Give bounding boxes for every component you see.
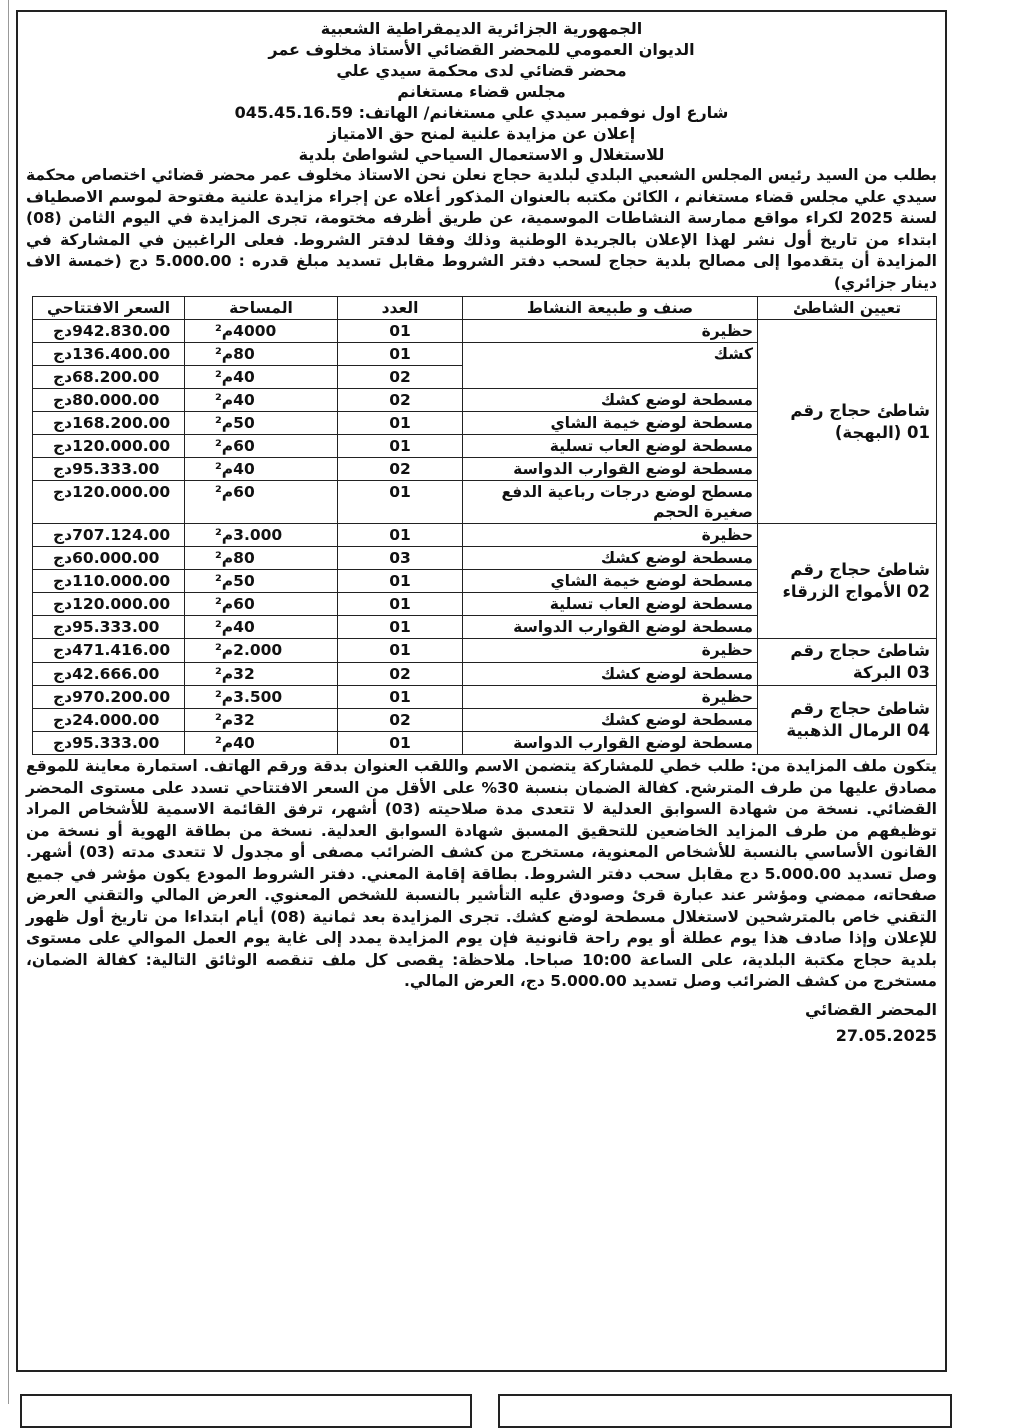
header-beach: تعيين الشاطئ bbox=[758, 297, 937, 320]
next-ad-box-right bbox=[498, 1394, 952, 1428]
activity-cell: مسطحة لوضع كشك bbox=[463, 709, 758, 732]
activity-cell: حظيرة bbox=[463, 686, 758, 709]
activity-cell: مسطحة لوضع كشك bbox=[463, 547, 758, 570]
conditions-paragraph: يتكون ملف المزايدة من: طلب خطي للمشاركة يتضمن الاسم واللقب العنوان بدقة ورقم الهاتف. استمارة معاينة للموقع مصادق عليها من طرف المترشح. كفالة الضمان بنسبة 30% على الأقل من السعر الافتتاحي تسدد على مستوى المحضر القضائي. نسخة من شهادة السوابق العدلية لا تتعدى مدة صلاحيته (03) أشهر، ترفق القائمة الاسمية للأشخاص المراد توظيفهم من طرف المزايد الخاضعين للتحقيق المسبق شهادة السوابق العدلية. نسخة من بطاقة الهوية أو نسخة من القانون الأساسي بالنسبة للأشخاص المعنوية، مستخرج من كشف الضرائب مصفى أو مجدول لا تتعدى مدته (03) أشهر. وصل تسديد 5.000.00 دج مقابل سحب دفتر الشروط. بطاقة إقامة المعني. دفتر الشروط المودع يكون مؤشر في جميع صفحاته، ممضي ومؤشر عند عبارة قرئ وصودق عليه التأشير بالنسبة للشخص المعنوي. العرض المالي والتقني العرض التقني خاص بالمترشحين لاستغلال مسطحة لوضع كشك. تجرى المزايدة بعد ثمانية (08) أيام ابتداءا من تاريخ أول ظهور للإعلان وإذا صادف هذا يوم عطلة أو يوم راحة قانونية فإن يوم المزايدة يمدد إلى غاية يوم العمل الموالي على مستوى بلدية حجاج مكتبة البلدية، على الساعة 10:00 صباحا. ملاحظة: يقصى كل ملف تنقصه الوثائق التالية: كفالة الضمان، مستخرج من كشف الضرائب وصل تسديد 5.000.00 دج، العرض المالي. bbox=[26, 757, 937, 990]
price-cell: 60.000.00دج bbox=[33, 547, 185, 570]
count-cell: 01 bbox=[338, 639, 463, 663]
area-cell: 40م² bbox=[185, 616, 338, 639]
activity-cell: مسطحة لوضع العاب تسلية bbox=[463, 435, 758, 458]
activity-cell: حظيرة bbox=[463, 320, 758, 343]
table-header-row bbox=[33, 297, 937, 320]
count-cell: 02 bbox=[338, 662, 463, 686]
area-cell: 32م² bbox=[185, 662, 338, 686]
area-cell: 40م² bbox=[185, 732, 338, 755]
price-cell: 942.830.00دج bbox=[33, 320, 185, 343]
header-activity: صنف و طبيعة النشاط bbox=[463, 297, 758, 320]
count-cell: 01 bbox=[338, 435, 463, 458]
count-cell: 02 bbox=[338, 389, 463, 412]
intro-paragraph: بطلب من السيد رئيس المجلس الشعبي البلدي لبلدية حجاج نعلن نحن الاستاذ مخلوف عمر محضر قضائي اختصاص محكمة سيدي علي مجلس قضاء مستغانم ، الكائن مكتبه بالعنوان المذكور أعلاه عن إجراء مزايدة علنية مفتوحة لموسم الاصطياف لسنة 2025 لكراء مواقع ممارسة النشاطات الموسمية، عن طريق أظرفه مختومة، تجرى المزايدة في اليوم الثامن (08) ابتداء من تاريخ أول نشر لهذا الإعلان بالجريدة الوطنية وذلك وفقا لدفتر الشروط. فعلى الراغبين في المشاركة في المزايدة أن يتقدموا إلى مصالح بلدية حجاج لسحب دفتر الشروط مقابل تسديد مبلغ قدره : 5.000.00 دج (خمسة الاف دينار جزائري) bbox=[26, 166, 938, 292]
beach-name-cell: شاطئ حجاج رقم 01 (البهجة) bbox=[758, 320, 937, 524]
price-cell: 24.000.00دج bbox=[33, 709, 185, 732]
activity-cell: مسطحة لوضع القوارب الدواسة bbox=[463, 732, 758, 755]
beach-name-cell: شاطئ حجاج رقم 03 البركة bbox=[758, 639, 937, 686]
area-cell: 40م² bbox=[185, 458, 338, 481]
count-cell: 01 bbox=[338, 524, 463, 547]
header-area: المساحة bbox=[185, 297, 338, 320]
area-cell: 60م² bbox=[185, 481, 338, 524]
next-ad-box-left bbox=[20, 1394, 472, 1428]
price-cell: 42.666.00دج bbox=[33, 662, 185, 686]
activity-cell: مسطحة لوضع كشك bbox=[463, 389, 758, 412]
header-bailiff: محضر قضائي لدى محكمة سيدي علي bbox=[336, 61, 627, 80]
activity-cell: مسطح لوضع درجات رباعية الدفع صغيرة الحجم bbox=[463, 481, 758, 524]
count-cell: 01 bbox=[338, 616, 463, 639]
area-cell: 80م² bbox=[185, 343, 338, 366]
count-cell: 02 bbox=[338, 709, 463, 732]
count-cell: 01 bbox=[338, 481, 463, 524]
area-cell: 50م² bbox=[185, 570, 338, 593]
header-address: شارع اول نوفمبر سيدي علي مستغانم/ الهاتف: 045.45.16.59 bbox=[234, 103, 729, 122]
count-cell: 01 bbox=[338, 320, 463, 343]
area-cell: 32م² bbox=[185, 709, 338, 732]
count-cell: 01 bbox=[338, 593, 463, 616]
area-cell: 4000م² bbox=[185, 320, 338, 343]
activity-cell: مسطحة لوضع خيمة الشاي bbox=[463, 412, 758, 435]
area-cell: 60م² bbox=[185, 593, 338, 616]
header-announcement-subtitle: للاستغلال و الاستعمال السياحي لشواطئ بلدية bbox=[298, 145, 665, 164]
price-cell: 95.333.00دج bbox=[33, 732, 185, 755]
activity-cell: مسطحة لوضع كشك bbox=[463, 662, 758, 686]
price-cell: 168.200.00دج bbox=[33, 412, 185, 435]
header-announcement-title: إعلان عن مزايدة علنية لمنح حق الامتياز bbox=[327, 124, 636, 143]
header-count: العدد bbox=[338, 297, 463, 320]
header-office: الديوان العمومي للمحضر القضائي الأستاذ مخلوف عمر bbox=[268, 40, 695, 59]
area-cell: 3.500م² bbox=[185, 686, 338, 709]
price-cell: 707.124.00دج bbox=[33, 524, 185, 547]
activity-cell: حظيرة bbox=[463, 639, 758, 663]
beach-name-cell: شاطئ حجاج رقم 02 الأمواج الزرقاء bbox=[758, 524, 937, 639]
area-cell: 40م² bbox=[185, 389, 338, 412]
price-cell: 95.333.00دج bbox=[33, 616, 185, 639]
price-cell: 136.400.00دج bbox=[33, 343, 185, 366]
area-cell: 50م² bbox=[185, 412, 338, 435]
activity-cell: حظيرة bbox=[463, 524, 758, 547]
document-header bbox=[26, 18, 937, 165]
count-cell: 01 bbox=[338, 343, 463, 366]
area-cell: 60م² bbox=[185, 435, 338, 458]
price-cell: 120.000.00دج bbox=[33, 593, 185, 616]
price-cell: 110.000.00دج bbox=[33, 570, 185, 593]
price-cell: 970.200.00دج bbox=[33, 686, 185, 709]
area-cell: 80م² bbox=[185, 547, 338, 570]
price-cell: 120.000.00دج bbox=[33, 435, 185, 458]
activity-cell: مسطحة لوضع خيمة الشاي bbox=[463, 570, 758, 593]
signature-block bbox=[26, 997, 937, 1049]
count-cell: 01 bbox=[338, 732, 463, 755]
price-cell: 68.200.00دج bbox=[33, 366, 185, 389]
table-row bbox=[33, 524, 937, 547]
count-cell: 03 bbox=[338, 547, 463, 570]
price-cell: 471.416.00دج bbox=[33, 639, 185, 663]
count-cell: 02 bbox=[338, 366, 463, 389]
area-cell: 3.000م² bbox=[185, 524, 338, 547]
price-cell: 120.000.00دج bbox=[33, 481, 185, 524]
activity-cell: كشك bbox=[463, 343, 758, 389]
table-row bbox=[33, 686, 937, 709]
page-margin-line bbox=[0, 0, 9, 1404]
signature-date: 27.05.2025 bbox=[835, 1025, 937, 1045]
header-republic: الجمهورية الجزائرية الديمقراطية الشعبية bbox=[320, 19, 643, 38]
beach-name-cell: شاطئ حجاج رقم 04 الرمال الذهبية bbox=[758, 686, 937, 755]
count-cell: 01 bbox=[338, 412, 463, 435]
activity-cell: مسطحة لوضع العاب تسلية bbox=[463, 593, 758, 616]
signature-title: المحضر القضائي bbox=[804, 999, 937, 1019]
count-cell: 02 bbox=[338, 458, 463, 481]
activity-cell: مسطحة لوضع القوارب الدواسة bbox=[463, 616, 758, 639]
announcement-document bbox=[16, 10, 947, 1372]
beaches-table bbox=[32, 296, 937, 755]
activity-cell: مسطحة لوضع القوارب الدواسة bbox=[463, 458, 758, 481]
header-court: مجلس قضاء مستغانم bbox=[397, 82, 566, 101]
table-row bbox=[33, 639, 937, 663]
price-cell: 80.000.00دج bbox=[33, 389, 185, 412]
header-price: السعر الافتتاحي bbox=[33, 297, 185, 320]
count-cell: 01 bbox=[338, 686, 463, 709]
area-cell: 2.000م² bbox=[185, 639, 338, 663]
price-cell: 95.333.00دج bbox=[33, 458, 185, 481]
area-cell: 40م² bbox=[185, 366, 338, 389]
count-cell: 01 bbox=[338, 570, 463, 593]
table-row bbox=[33, 320, 937, 343]
